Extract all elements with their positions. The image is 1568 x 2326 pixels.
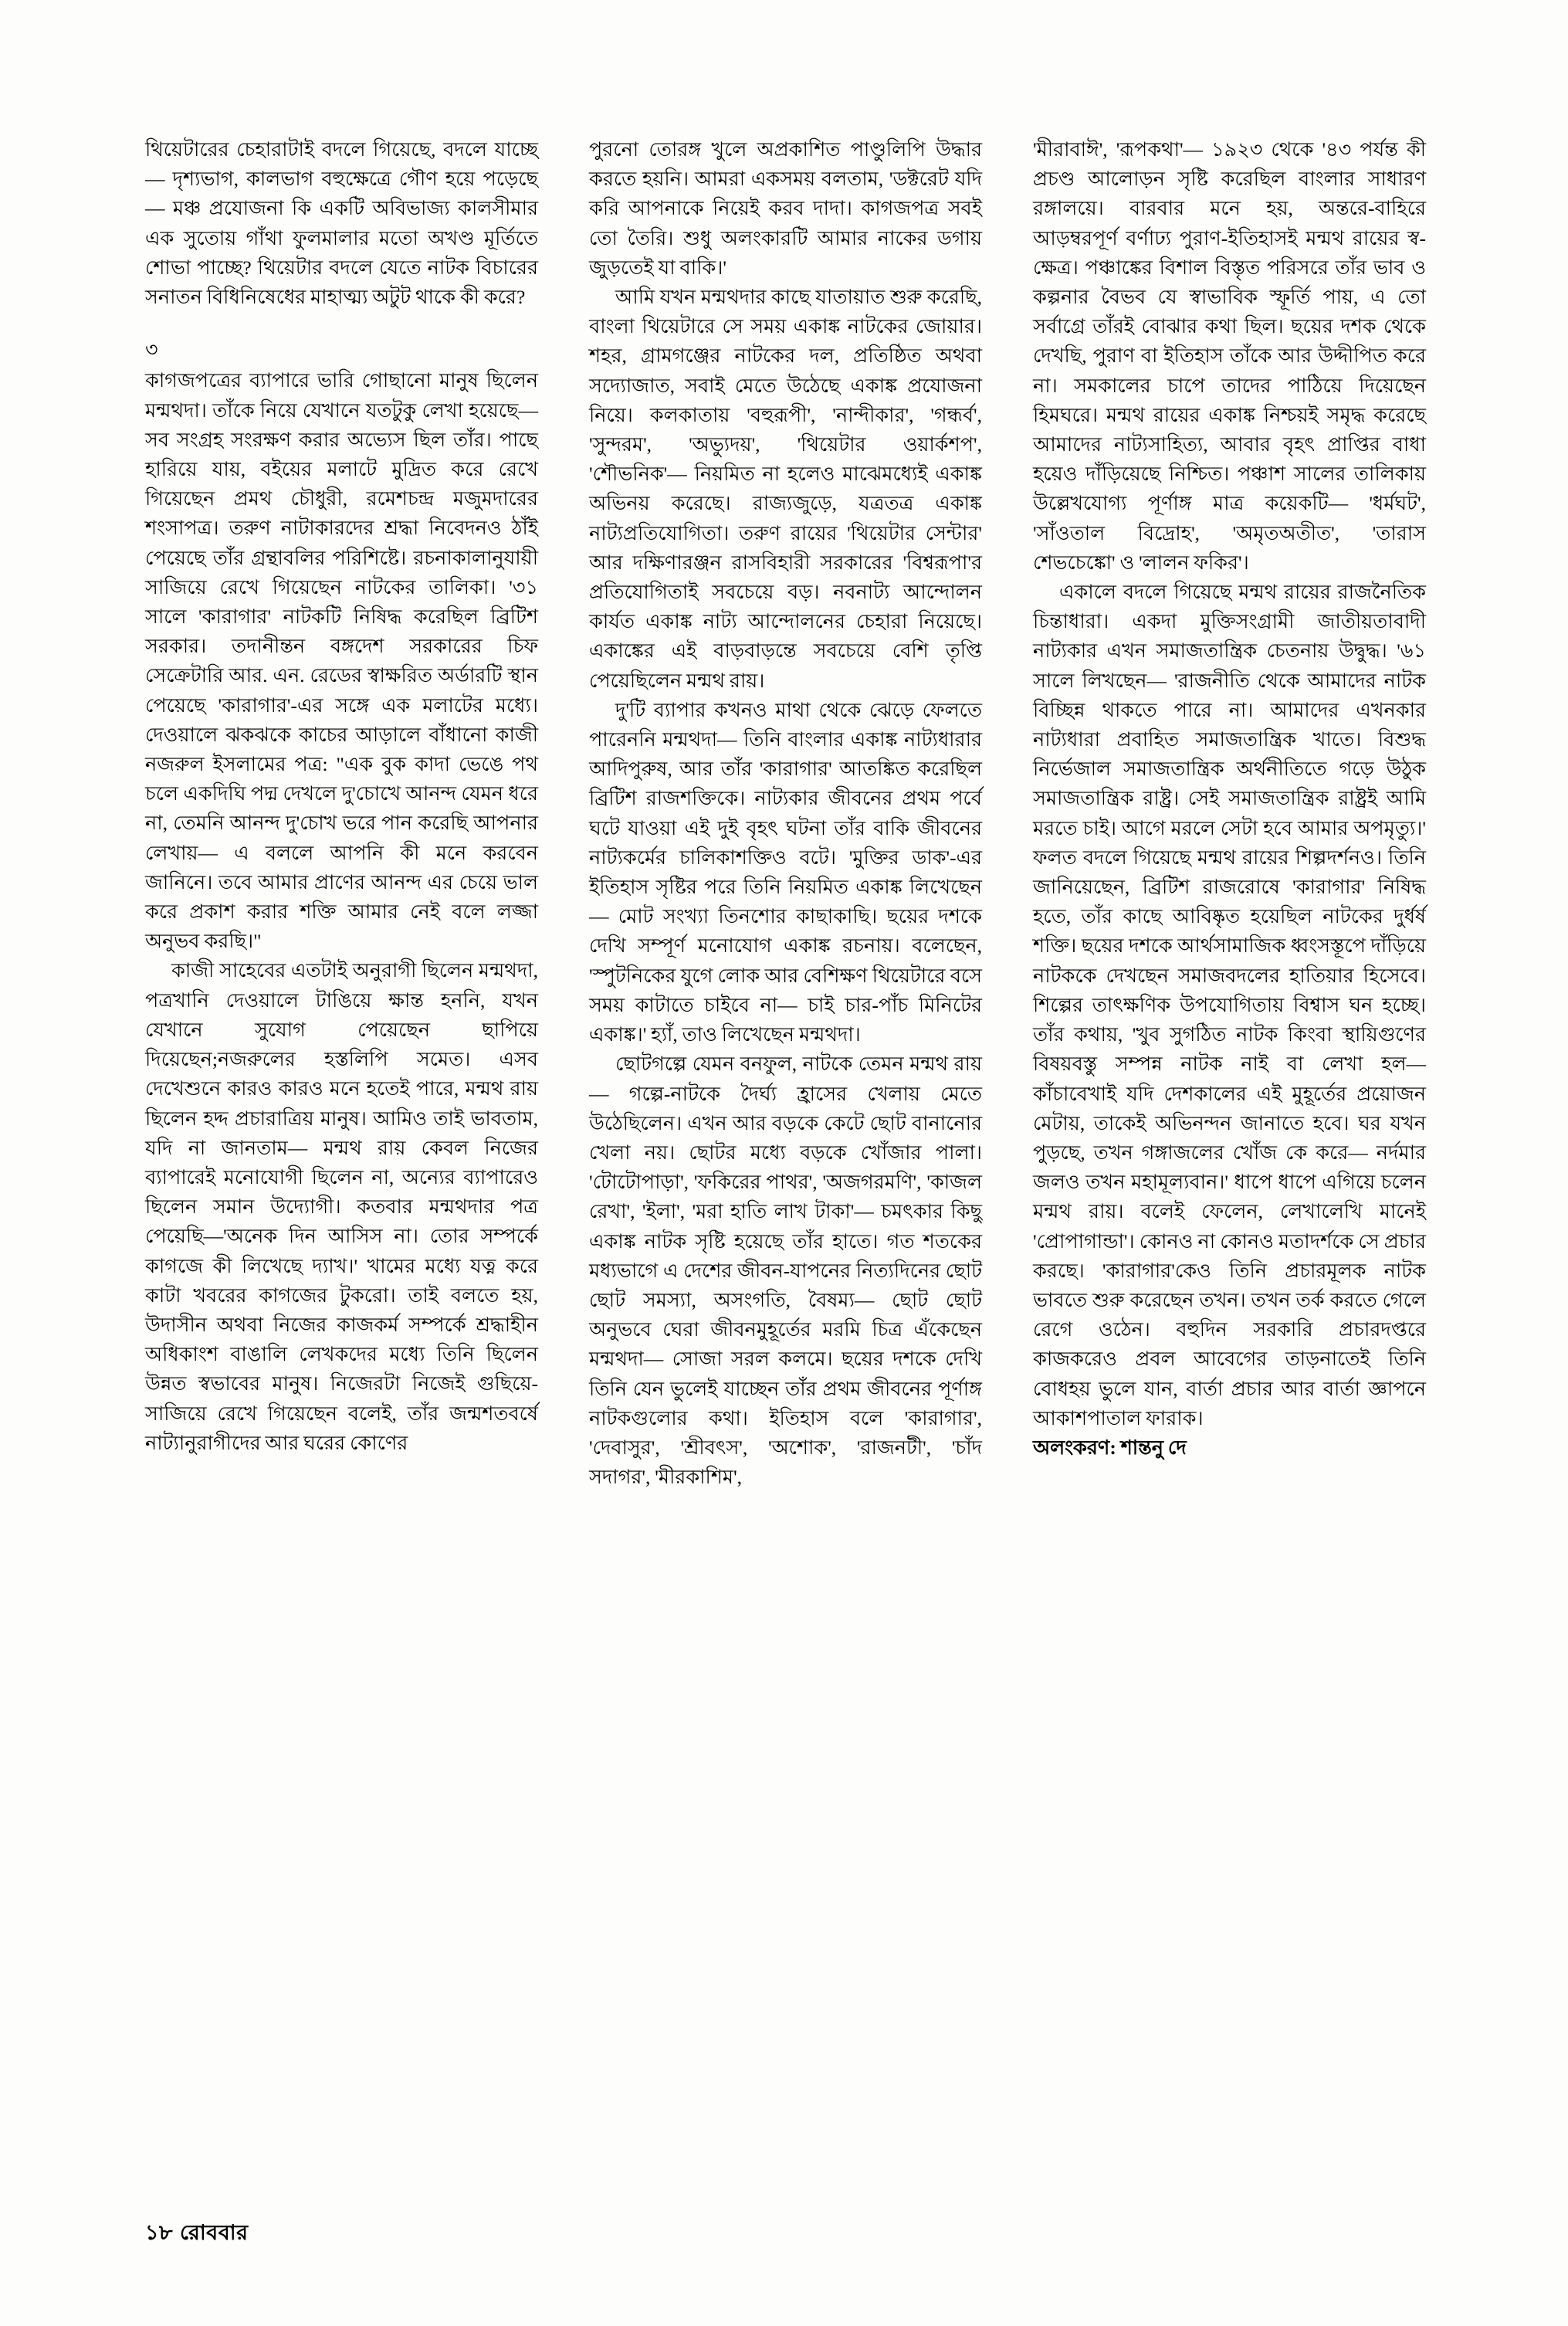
illustration-credit: অলংকরণ: শান্তনু দে xyxy=(1033,1436,1187,1459)
text-column-2 xyxy=(589,135,982,2158)
text-column-3 xyxy=(1033,135,1426,2158)
page-footer xyxy=(145,2217,248,2252)
paragraph: 'মীরাবাঈ', 'রূপকথা'— ১৯২৩ থেকে '৪৩ পর্যন্ত কী প্রচণ্ড আলোড়ন সৃষ্টি করেছিল বাংলার সাধারণ রঙ্গালয়ে। বারবার মনে হয়, অন্তরে-বাহিরে আড়ম্বরপূর্ণ বর্ণাঢ্য পুরাণ-ইতিহাসই মন্মথ রায়ের স্ব-ক্ষেত্র। পঞ্চাঙ্কের বিশাল বিস্তৃত পরিসরে তাঁর ভাব ও কল্পনার বৈভব যে স্বাভাবিক স্ফূর্তি পায়, এ তো সর্বাগ্রে তাঁরই বোঝার কথা ছিল। ছয়ের দশক থেকে দেখছি, পুরাণ বা ইতিহাস তাঁকে আর উদ্দীপিত করে না। সমকালের চাপে তাদের পাঠিয়ে দিয়েছেন হিমঘরে। মন্মথ রায়ের একাঙ্ক নিশ্চয়ই সমৃদ্ধ করেছে আমাদের নাট্যসাহিত্য, আবার বৃহৎ প্রাপ্তির বাধা হয়েও দাঁড়িয়েছে নিশ্চিত। পঞ্চাশ সালের তালিকায় উল্লেখযোগ্য পূর্ণাঙ্গ মাত্র কয়েকটি— 'ধর্মঘট', 'সাঁওতাল বিদ্রোহ', 'অমৃতঅতীত', 'তারাস শেভচেঙ্কো' ও 'লালন ফকির'। xyxy=(1033,138,1426,574)
paragraph: কাজী সাহেবের এতটাই অনুরাগী ছিলেন মন্মথদা, পত্রখানি দেওয়ালে টাঙিয়ে ক্ষান্ত হননি, যখন যেখানে সুযোগ পেয়েছেন ছাপিয়ে দিয়েছেন;নজরুলের হস্তলিপি সমেত। এসব দেখেশুনে কারও কারও মনে হতেই পারে, মন্মথ রায় ছিলেন হদ্দ প্রচারাত্রিয় মানুষ। আমিও তাই ভাবতাম, যদি না জানতাম— মন্মথ রায় কেবল নিজের ব্যাপারেই মনোযোগী ছিলেন না, অন্যের ব্যাপারেও ছিলেন সমান উদ্যোগী। কতবার মন্মথদার পত্র পেয়েছি—'অনেক দিন আসিস না। তোর সম্পর্কে কাগজে কী লিখেছে দ্যাখ।' খামের মধ্যে যত্ন করে কাটা খবরের কাগজের টুকরো। তাই বলতে হয়, উদাসীন অথবা নিজের কাজকর্ম সম্পর্কে শ্রদ্ধাহীন অধিকাংশ বাঙালি লেখকদের মধ্যে তিনি ছিলেন উন্নত স্বভাবের মানুষ। নিজেরটা নিজেই গুছিয়ে-সাজিয়ে রেখে গিয়েছেন বলেই, তাঁর জন্মশতবর্ষে নাট্যানুরাগীদের আর ঘরের কোণের xyxy=(145,959,538,1454)
paragraph: দু'টি ব্যাপার কখনও মাথা থেকে ঝেড়ে ফেলতে পারেননি মন্মথদা— তিনি বাংলার একাঙ্ক নাট্যধারার আদিপুরুষ, আর তাঁর 'কারাগার' আতঙ্কিত করেছিল ব্রিটিশ রাজশক্তিকে। নাট্যকার জীবনের প্রথম পর্বে ঘটে যাওয়া এই দুই বৃহৎ ঘটনা তাঁর বাকি জীবনের নাট্যকর্মের চালিকাশক্তিও বটে। 'মুক্তির ডাক'-এর ইতিহাস সৃষ্টির পরে তিনি নিয়মিত একাঙ্ক লিখেছেন— মোট সংখ্যা তিনশোর কাছাকাছি। ছয়ের দশকে দেখি সম্পূর্ণ মনোযোগ একাঙ্ক রচনায়। বলেছেন, 'স্পুটনিকের যুগে লোক আর বেশিক্ষণ থিয়েটারে বসে সময় কাটাতে চাইবে না— চাই চার-পাঁচ মিনিটের একাঙ্ক।' হ্যাঁ, তাও লিখেছেন মন্মথদা। xyxy=(589,698,982,1046)
page-number: ১৮ xyxy=(145,2221,174,2244)
paragraph: পুরনো তোরঙ্গ খুলে অপ্রকাশিত পাণ্ডুলিপি উদ্ধার করতে হয়নি। আমরা একসময় বলতাম, 'ডক্টরেট যদি করি আপনাকে নিয়েই করব দাদা। কাগজপত্র সবই তো তৈরি। শুধু অলংকারটি আমার নাকের ডগায় জুড়তেই যা বাকি।' xyxy=(589,138,982,279)
paragraph: আমি যখন মন্মথদার কাছে যাতায়াত শুরু করেছি, বাংলা থিয়েটারে সে সময় একাঙ্ক নাটকের জোয়ার। শহর, গ্রামগঞ্জের নাটকের দল, প্রতিষ্ঠিত অথবা সদ্যোজাত, সবাই মেতে উঠেছে একাঙ্ক প্রযোজনা নিয়ে। কলকাতায় 'বহুরূপী', 'নান্দীকার', 'গন্ধর্ব', 'সুন্দরম', 'অভ্যুদয়', 'থিয়েটার ওয়ার্কশপ', 'শৌভনিক'— নিয়মিত না হলেও মাঝেমধ্যেই একাঙ্ক অভিনয় করেছে। রাজ্যজুড়ে, যত্রতত্র একাঙ্ক নাট্যপ্রতিযোগিতা। তরুণ রায়ের 'থিয়েটার সেন্টার' আর দক্ষিণারঞ্জন রাসবিহারী সরকারের 'বিশ্বরূপা'র প্রতিযোগিতাই সবচেয়ে বড়। নবনাট্য আন্দোলন কার্যত একাঙ্ক নাট্য আন্দোলনের চেহারা নিয়েছে। একাঙ্কের এই বাড়বাড়ন্তে সবচেয়ে বেশি তৃপ্তি পেয়েছিলেন মন্মথ রায়। xyxy=(589,286,982,692)
article-columns xyxy=(145,135,1427,2158)
section-number: ৩ xyxy=(145,338,158,361)
paragraph: ছোটগল্পে যেমন বনফুল, নাটকে তেমন মন্মথ রায়— গল্পে-নাটকে দৈর্ঘ্য হ্রাসের খেলায় মেতে উঠেছিলেন। এখন আর বড়কে কেটে ছোট বানানোর খেলা নয়। ছোটর মধ্যে বড়কে খোঁজার পালা। 'টোটোপাড়া', 'ফকিরের পাথর', 'অজগরমণি', 'কাজল রেখা', 'ইলা', 'মরা হাতি লাখ টাকা'— চমৎকার কিছু একাঙ্ক নাটক সৃষ্টি হয়েছে তাঁর হাতে। গত শতকের মধ্যভাগে এ দেশের জীবন-যাপনের নিত্যদিনের ছোট ছোট সমস্যা, অসংগতি, বৈষম্য— ছোট ছোট অনুভবে ঘেরা জীবনমুহূর্তের মরমি চিত্র এঁকেছেন মন্মথদা— সোজা সরল কলমে। ছয়ের দশকে দেখি তিনি যেন ভুলেই যাচ্ছেন তাঁর প্রথম জীবনের পূর্ণাঙ্গ নাটকগুলোর কথা। ইতিহাস বলে 'কারাগার', 'দেবাসুর', 'শ্রীবৎস', 'অশোক', 'রাজনটী', 'চাঁদ সদাগর', 'মীরকাশিম', xyxy=(589,1053,982,1489)
paragraph: একালে বদলে গিয়েছে মন্মথ রায়ের রাজনৈতিক চিন্তাধারা। একদা মুক্তিসংগ্রামী জাতীয়তাবাদী নাট্যকার এখন সমাজতান্ত্রিক চেতনায় উদ্বুদ্ধ। '৬১ সালে লিখছেন— 'রাজনীতি থেকে আমাদের নাটক বিচ্ছিন্ন থাকতে পারে না। আমাদের এখনকার নাট্যধারা প্রবাহিত সমাজতান্ত্রিক খাতে। বিশুদ্ধ নির্ভেজাল সমাজতান্ত্রিক অর্থনীতিতে গড়ে উঠুক সমাজতান্ত্রিক রাষ্ট্র। সেই সমাজতান্ত্রিক রাষ্ট্রই আমি মরতে চাই। আগে মরলে সেটা হবে আমার অপমৃত্যু।' ফলত বদলে গিয়েছে মন্মথ রায়ের শিল্পদর্শনও। তিনি জানিয়েছেন, ব্রিটিশ রাজরোষে 'কারাগার' নিষিদ্ধ হতে, তাঁর কাছে আবিষ্কৃত হয়েছিল নাটকের দুর্ধর্ষ শক্তি। ছয়ের দশকে আর্থসামাজিক ধ্বংসস্তূপে দাঁড়িয়ে নাটককে দেখছেন সমাজবদলের হাতিয়ার হিসেবে। শিল্পের তাৎক্ষণিক উপযোগিতায় বিশ্বাস ঘন হচ্ছে। তাঁর কথায়, 'খুব সুগঠিত নাটক কিংবা স্থায়িগুণের বিষয়বস্তু সম্পন্ন নাটক নাই বা লেখা হল— কাঁচাবেখাই যদি দেশকালের এই মুহূর্তের প্রয়োজন মেটায়, তাকেই অভিনন্দন জানাতে হবে। ঘর যখন পুড়ছে, তখন গঙ্গাজলের খোঁজ কে করে— নর্দমার জলও তখন মহামূল্যবান।' ধাপে ধাপে এগিয়ে চলেন মন্মথ রায়। বলেই ফেলেন, লেখালেখি মানেই 'প্রোপাগান্ডা'। কোনও না কোনও মতাদর্শকে সে প্রচার করছে। 'কারাগার'কেও তিনি প্রচারমূলক নাটক ভাবতে শুরু করেছেন তখন। তখন তর্ক করতে গেলে রেগে ওঠেন। বহুদিন সরকারি প্রচারদপ্তরে কাজকরেও প্রবল আবেগের তাড়নাতেই তিনি বোধহয় ভুলে যান, বার্তা প্রচার আর বার্তা জ্ঞাপনে আকাশপাতাল ফারাক। xyxy=(1033,581,1426,1429)
paragraph: কাগজপত্রের ব্যাপারে ভারি গোছানো মানুষ ছিলেন মন্মথদা। তাঁকে নিয়ে যেখানে যতটুকু লেখা হয়েছে— সব সংগ্রহ সংরক্ষণ করার অভ্যেস ছিল তাঁর। পাছে হারিয়ে যায়, বইয়ের মলাটে মুদ্রিত করে রেখে গিয়েছেন প্রমথ চৌধুরী, রমেশচন্দ্র মজুমদারের শংসাপত্র। তরুণ নাটাকারদের শ্রদ্ধা নিবেদনও ঠাঁই পেয়েছে তাঁর গ্রন্থাবলির পরিশিষ্টে। রচনাকালানুযায়ী সাজিয়ে রেখে গিয়েছেন নাটকের তালিকা। '৩১ সালে 'কারাগার' নাটকটি নিষিদ্ধ করেছিল ব্রিটিশ সরকার। তদানীন্তন বঙ্গদেশ সরকারের চিফ সেক্রেটারি আর. এন. রেডের স্বাক্ষরিত অর্ডারটি স্থান পেয়েছে 'কারাগার'-এর সঙ্গে এক মলাটের মধ্যে। দেওয়ালে ঝকঝকে কাচের আড়ালে বাঁধানো কাজী নজরুল ইসলামের পত্র: "এক বুক কাদা ভেঙে পথ চলে একদিঘি পদ্ম দেখলে দু'চোখে আনন্দ যেমন ধরে না, তেমনি আনন্দ দু'চোখ ভরে পান করেছি আপনার লেখায়— এ বললে আপনি কী মনে করবেন জানিনে। তবে আমার প্রাণের আনন্দ এর চেয়ে ভাল করে প্রকাশ করার শক্তি আমার নেই বলে লজ্জা অনুভব করছি।" xyxy=(145,369,538,953)
publication-name: রোববার xyxy=(180,2221,249,2244)
text-column-1 xyxy=(145,135,538,2158)
paragraph: থিয়েটারের চেহারাটাই বদলে গিয়েছে, বদলে যাচ্ছে— দৃশ্যভাগ, কালভাগ বহুক্ষেত্রে গৌণ হয়ে পড়েছে— মঞ্চ প্রযোজনা কি একটি অবিভাজ্য কালসীমার এক সুতোয় গাঁথা ফুলমালার মতো অখণ্ড মূর্তিতে শোভা পাচ্ছে? থিয়েটার বদলে যেতে নাটক বিচারের সনাতন বিধিনিষেধের মাহাত্ম্য অটুট থাকে কী করে? xyxy=(145,138,538,309)
